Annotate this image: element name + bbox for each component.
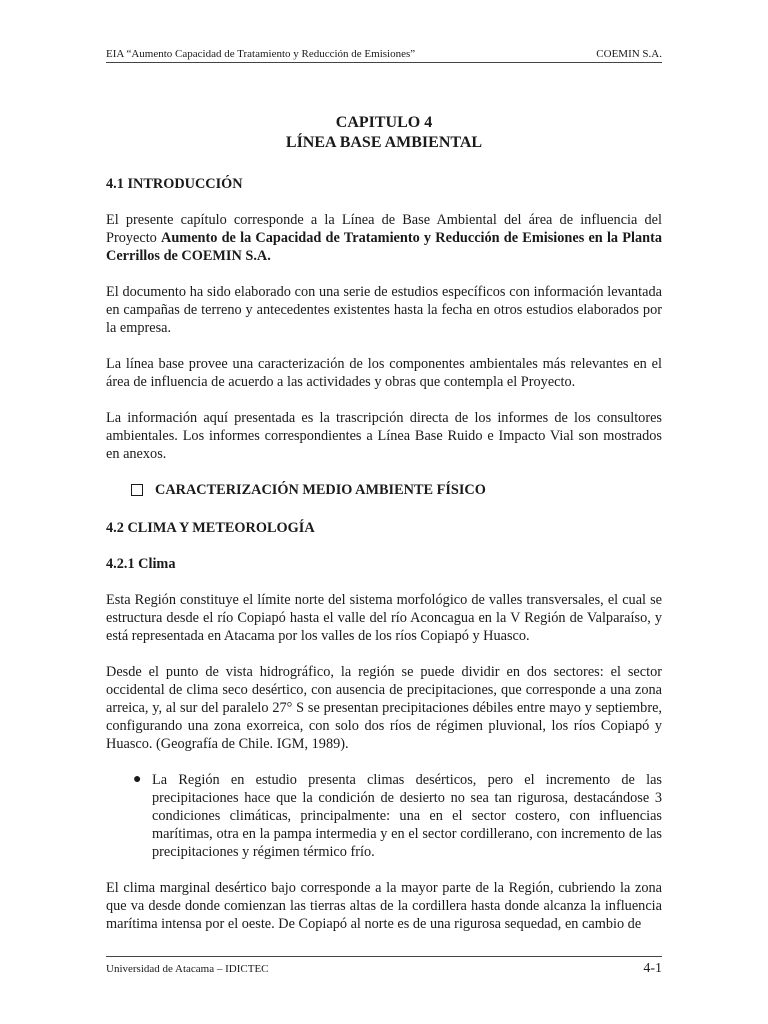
intro-paragraph-1 bbox=[106, 211, 662, 265]
bullet-icon: ● bbox=[133, 772, 142, 787]
medio-fisico-heading bbox=[131, 481, 662, 499]
chapter-number: CAPITULO 4 bbox=[335, 114, 433, 131]
clima-paragraph-1: Esta Región constituye el límite norte del sistema morfológico de valles transversales, el cual se estructura desde el río Copiapó hasta el valle del río Aconcagua en la V Región de Valparaíso, y está representada en Atacama por los valles de los ríos Copiapó y Huasco. bbox=[106, 592, 662, 644]
intro-paragraph-4: La información aquí presentada es la trascripción directa de los informes de los consultores ambientales. Los informes correspondientes a Línea Base Ruido e Impacto Vial son mostrados en anexos. bbox=[106, 410, 662, 462]
project-name: Aumento de la Capacidad de Tratamiento y Reducción de Emisiones en la Planta Cerrillos de COEMIN S.A. bbox=[106, 230, 662, 264]
page-number: 4-1 bbox=[643, 961, 662, 976]
section-heading-clima-meteorologia: 4.2 CLIMA Y METEOROLOGÍA bbox=[106, 520, 315, 536]
chapter-title bbox=[106, 113, 662, 153]
clima-bullet-list bbox=[106, 771, 662, 861]
page-footer bbox=[106, 956, 662, 977]
header-title: EIA “Aumento Capacidad de Tratamiento y Reducción de Emisiones” bbox=[106, 48, 416, 60]
clima-paragraph-3: El clima marginal desértico bajo corresponde a la mayor parte de la Región, cubriendo la zona que va desde donde comienzan las tierras altas de la cordillera hasta donde alcanza la influencia marítima intensa por el oeste. De Copiapó al norte es de una rigurosa sequedad, en cambio de bbox=[106, 880, 662, 932]
header-company: COEMIN S.A. bbox=[596, 48, 662, 60]
intro-paragraph-2: El documento ha sido elaborado con una serie de estudios específicos con información levantada en campañas de terreno y antecedentes existentes hasta la fecha en otros estudios elaborados por la empresa. bbox=[106, 284, 662, 336]
bullet-text: La Región en estudio presenta climas desérticos, pero el incremento de las precipitaciones hace que la condición de desierto no sea tan rigurosa, destacándose 3 condiciones climáticas, principalmente: una en el sector costero, con influencias marítimas, otra en la pampa intermedia y en el sector cordillerano, con incremento de las precipitaciones y régimen térmico frío. bbox=[152, 772, 662, 860]
intro-p1-text: El presente capítulo corresponde a la Línea de Base Ambiental del área de influencia del Proyecto bbox=[106, 212, 662, 246]
footer-institution: Universidad de Atacama – IDICTEC bbox=[106, 963, 269, 975]
page-body bbox=[106, 113, 662, 951]
list-item bbox=[106, 771, 662, 861]
intro-paragraph-3: La línea base provee una caracterización de los componentes ambientales más relevantes en el área de influencia de acuerdo a las actividades y obras que contempla el Proyecto. bbox=[106, 356, 662, 390]
subsection-heading-clima: 4.2.1 Clima bbox=[106, 556, 176, 572]
medio-fisico-label: CARACTERIZACIÓN MEDIO AMBIENTE FÍSICO bbox=[155, 482, 486, 498]
checkbox-icon bbox=[131, 484, 143, 496]
clima-paragraph-2: Desde el punto de vista hidrográfico, la región se puede dividir en dos sectores: el sector occidental de clima seco desértico, con ausencia de precipitaciones, que corresponde a una zona arreica, y, al sur del paralelo 27° S se presentan precipitaciones débiles entre mayo y septiembre, configurando una zona exorreica, con solo dos ríos de régimen pluvional, los ríos Copiapó y Huasco. (Geografía de Chile. IGM, 1989). bbox=[106, 664, 662, 752]
chapter-name: LÍNEA BASE AMBIENTAL bbox=[285, 134, 483, 151]
section-heading-introduccion: 4.1 INTRODUCCIÓN bbox=[106, 176, 243, 192]
page-header bbox=[106, 40, 662, 63]
